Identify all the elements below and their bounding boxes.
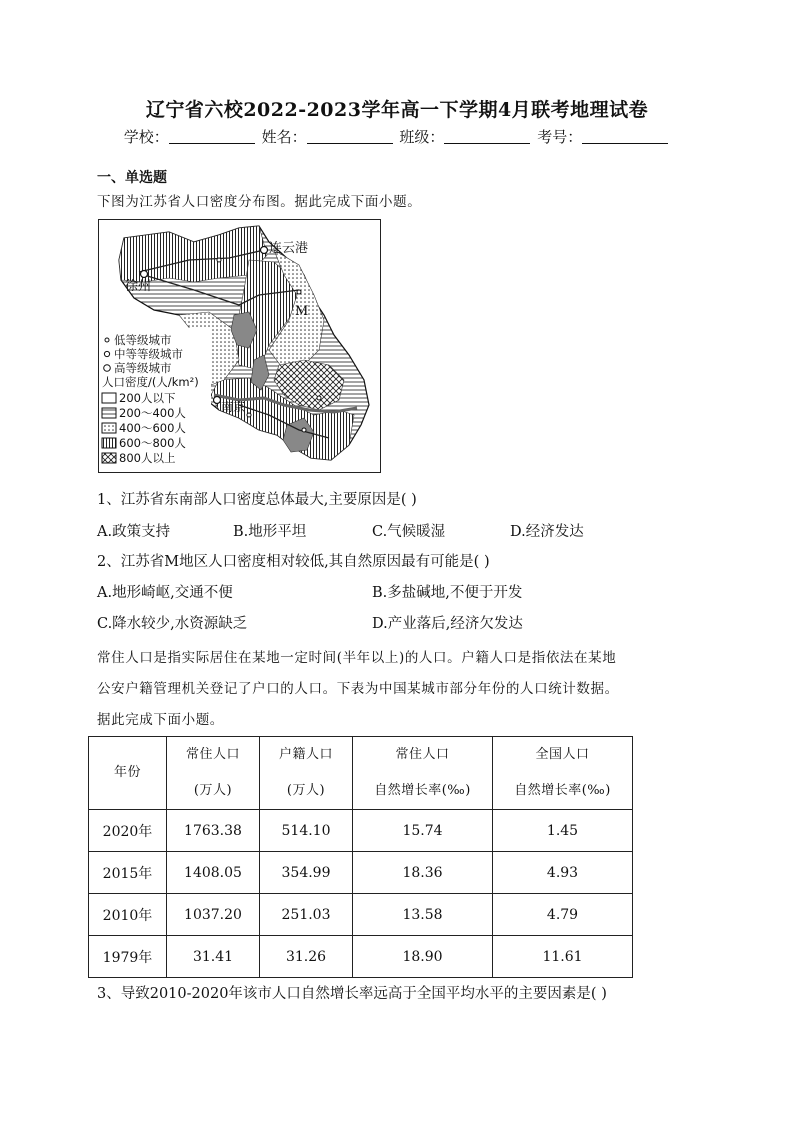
- city-small-1: [217, 258, 221, 262]
- intro-paragraph-2-line-2: 公安户籍管理机关登记了户口的人口。下表为中国某城市部分年份的人口统计数据。: [97, 681, 619, 697]
- question-1-stem: 1、江苏省东南部人口密度总体最大,主要原因是( ): [97, 492, 417, 508]
- legend-low-city-icon: [105, 338, 109, 342]
- table-row: [89, 936, 633, 978]
- school-label: 学校：: [123, 128, 169, 146]
- table-row: [89, 894, 633, 936]
- cell-national-growth: 4.93: [493, 852, 633, 894]
- legend-mid-city: 中等等级城市: [114, 347, 183, 361]
- legend-swatch-1: [102, 393, 116, 403]
- q1-option-d[interactable]: D.经济发达: [510, 524, 584, 540]
- cell-resident: 1763.38: [167, 810, 260, 852]
- legend-swatch-4: [102, 438, 116, 448]
- legend-mid-city-icon: [104, 351, 109, 356]
- cell-national-growth: 1.45: [493, 810, 633, 852]
- city-small-4: [302, 428, 306, 432]
- legend-density-5: 800人以上: [119, 451, 176, 465]
- cell-registered: 31.26: [260, 936, 353, 978]
- cell-resident-growth: 13.58: [353, 894, 493, 936]
- city-xuzhou-marker: [141, 271, 148, 278]
- cell-registered: 514.10: [260, 810, 353, 852]
- city-small-2: [297, 290, 301, 294]
- table-row: [89, 810, 633, 852]
- q2-option-b[interactable]: B.多盐碱地,不便于开发: [372, 585, 523, 601]
- q1-option-c[interactable]: C.气候暖湿: [372, 524, 446, 540]
- q2-option-a[interactable]: A.地形崎岖,交通不便: [97, 585, 233, 601]
- name-label: 姓名：: [261, 128, 307, 146]
- cell-national-growth: 11.61: [493, 936, 633, 978]
- cell-registered: 354.99: [260, 852, 353, 894]
- header-national-growth: 全国人口 自然增长率(‰): [493, 737, 633, 810]
- cell-national-growth: 4.79: [493, 894, 633, 936]
- intro-paragraph-1: 下图为江苏省人口密度分布图。据此完成下面小题。: [97, 194, 422, 210]
- cell-resident: 1408.05: [167, 852, 260, 894]
- header-registered-pop: 户籍人口 (万人): [260, 737, 353, 810]
- legend-swatch-3: [102, 423, 116, 433]
- label-lianyungang: 连云港: [269, 241, 309, 256]
- section-title: 一、单选题: [97, 170, 167, 186]
- legend-density-3: 400～600人: [119, 421, 186, 435]
- table-row: [89, 852, 633, 894]
- cell-registered: 251.03: [260, 894, 353, 936]
- population-density-map: [98, 219, 381, 473]
- legend-density-2: 200～400人: [119, 406, 186, 420]
- question-2-stem: 2、江苏省M地区人口密度相对较低,其自然原因最有可能是( ): [97, 554, 490, 570]
- exam-number-label: 考号：: [537, 128, 583, 146]
- intro-paragraph-2-line-1: 常住人口是指实际居住在某地一定时间(半年以上)的人口。户籍人口是指依法在某地: [97, 650, 617, 666]
- cell-year: 2020年: [89, 810, 167, 852]
- student-info-line: [0, 126, 794, 147]
- legend-swatch-5: [102, 453, 116, 463]
- label-m: M: [295, 304, 309, 319]
- cell-year: 2015年: [89, 852, 167, 894]
- header-resident-pop: 常住人口 (万人): [167, 737, 260, 810]
- school-blank[interactable]: [169, 129, 255, 144]
- exam-number-blank[interactable]: [582, 129, 668, 144]
- legend-low-city: 低等级城市: [114, 333, 172, 347]
- class-label: 班级：: [399, 128, 445, 146]
- legend-high-city-icon: [104, 365, 111, 372]
- name-blank[interactable]: [307, 129, 393, 144]
- q1-option-b[interactable]: B.地形平坦: [233, 524, 307, 540]
- header-year: 年份: [89, 737, 167, 810]
- legend-density-1: 200人以下: [119, 391, 176, 405]
- legend-title: 人口密度/(人/km²): [102, 375, 199, 389]
- class-blank[interactable]: [444, 129, 530, 144]
- label-nanjing: 南京: [221, 400, 246, 414]
- cell-year: 1979年: [89, 936, 167, 978]
- cell-resident-growth: 15.74: [353, 810, 493, 852]
- exam-title: 辽宁省六校2022-2023学年高一下学期4月联考地理试卷: [145, 99, 649, 121]
- city-lianyungang-marker: [261, 247, 268, 254]
- legend-swatch-2: [102, 408, 116, 418]
- population-table: [88, 736, 633, 978]
- q2-option-c[interactable]: C.降水较少,水资源缺乏: [97, 616, 248, 632]
- cell-resident-growth: 18.90: [353, 936, 493, 978]
- table-header-row: [89, 737, 633, 810]
- legend-density-4: 600～800人: [119, 436, 186, 450]
- intro-paragraph-2-line-3: 据此完成下面小题。: [97, 712, 224, 728]
- jiangsu-map-figure: [99, 220, 381, 473]
- cell-resident: 31.41: [167, 936, 260, 978]
- q1-option-a[interactable]: A.政策支持: [97, 524, 171, 540]
- legend-high-city: 高等级城市: [114, 361, 172, 375]
- city-nanjing-marker: [214, 397, 221, 404]
- label-xuzhou: 徐州: [125, 279, 152, 294]
- city-small-5: [317, 396, 321, 400]
- question-3-stem: 3、导致2010-2020年该市人口自然增长率远高于全国平均水平的主要因素是( ): [97, 986, 607, 1002]
- cell-resident: 1037.20: [167, 894, 260, 936]
- cell-year: 2010年: [89, 894, 167, 936]
- q2-option-d[interactable]: D.产业落后,经济欠发达: [372, 616, 523, 632]
- header-resident-growth: 常住人口 自然增长率(‰): [353, 737, 493, 810]
- city-small-3: [247, 413, 251, 417]
- cell-resident-growth: 18.36: [353, 852, 493, 894]
